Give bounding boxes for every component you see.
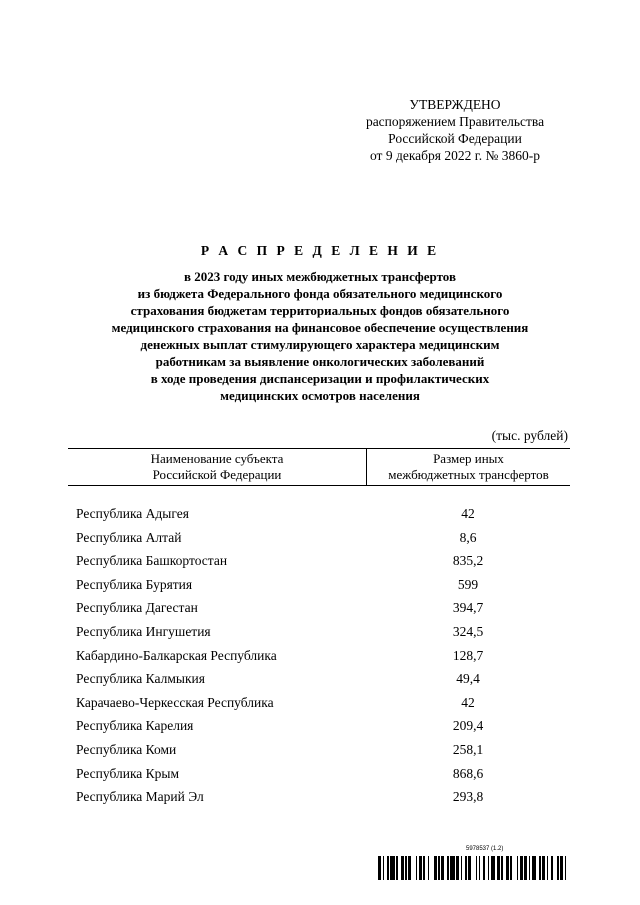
subtitle-line: денежных выплат стимулирующего характера медицинским [140,337,500,352]
transfer-amount: 209,4 [452,718,484,734]
region-name: Республика Калмыкия [76,671,205,687]
transfer-amount: 868,6 [452,765,484,781]
transfer-amount: 42 [461,506,475,521]
transfer-amount: 49,4 [456,671,480,687]
units-label: (тыс. рублей) [491,428,568,443]
table-row [76,785,570,809]
subtitle-line: в ходе проведения диспансеризации и профилактических [150,371,490,386]
header-region-column [68,451,366,483]
barcode-bar [566,856,569,880]
table-row [76,573,570,597]
subtitle-line: медицинского страхования на финансовое обеспечение осуществления [111,320,529,335]
barcode-id: 5978537 (1.2) [466,846,504,852]
table-row [76,502,570,526]
region-name: Республика Алтай [76,529,182,545]
table-row [76,526,570,550]
region-name: Карачаево-Черкесская Республика [76,694,274,710]
header-region-line-1: Наименование субъекта [150,451,284,466]
region-name: Республика Ингушетия [76,623,211,639]
approval-heading: УТВЕРЖДЕНО [409,97,501,112]
subtitle-line: из бюджета Федерального фонда обязательного медицинского [137,286,503,301]
region-name: Республика Крым [76,765,180,781]
table-header [68,448,570,486]
region-name: Республика Марий Эл [76,789,204,805]
transfer-amount: 835,2 [452,553,484,569]
header-region-line-2: Российской Федерации [152,467,282,482]
region-name: Республика Адыгея [76,506,189,521]
table-row [76,620,570,644]
table-row [76,596,570,620]
approval-line-1: распоряжением Правительства [365,114,545,129]
table-row [76,738,570,762]
region-name: Республика Карелия [76,718,194,734]
header-amount-column [366,449,570,485]
table-body [76,502,570,809]
transfer-amount: 394,7 [452,600,484,616]
table-row [76,762,570,786]
header-amount-line-1: Размер иных [433,451,504,466]
table-row [76,714,570,738]
table-row [76,667,570,691]
transfer-amount: 258,1 [452,741,484,757]
transfer-amount: 324,5 [452,623,484,639]
transfer-amount: 599 [457,576,479,592]
document-subtitle [60,268,580,404]
transfer-amount: 42 [461,694,475,710]
transfer-amount: 128,7 [452,647,484,663]
subtitle-line: медицинских осмотров населения [220,388,420,403]
subtitle-line: работникам за выявление онкологических заболеваний [155,354,485,369]
barcode-image [378,856,570,880]
table-row [76,691,570,715]
region-name: Республика Башкортостан [76,553,228,569]
region-name: Республика Дагестан [76,600,198,616]
approval-line-2: Российской Федерации [388,131,522,146]
document-title: Р А С П Р Е Д Е Л Е Н И Е [200,243,440,258]
table-row [76,644,570,668]
transfer-amount: 8,6 [459,529,477,545]
header-amount-line-2: межбюджетных трансфертов [388,467,549,482]
table-row [76,549,570,573]
approval-line-3: от 9 декабря 2022 г. № 3860-р [369,148,541,163]
subtitle-line: страхования бюджетам территориальных фондов обязательного [130,303,510,318]
region-name: Республика Бурятия [76,576,193,592]
region-name: Кабардино-Балкарская Республика [76,647,277,663]
approval-block [330,96,580,164]
transfer-amount: 293,8 [452,789,484,805]
subtitle-line: в 2023 году иных межбюджетных трансфертов [184,269,456,284]
region-name: Республика Коми [76,741,177,757]
